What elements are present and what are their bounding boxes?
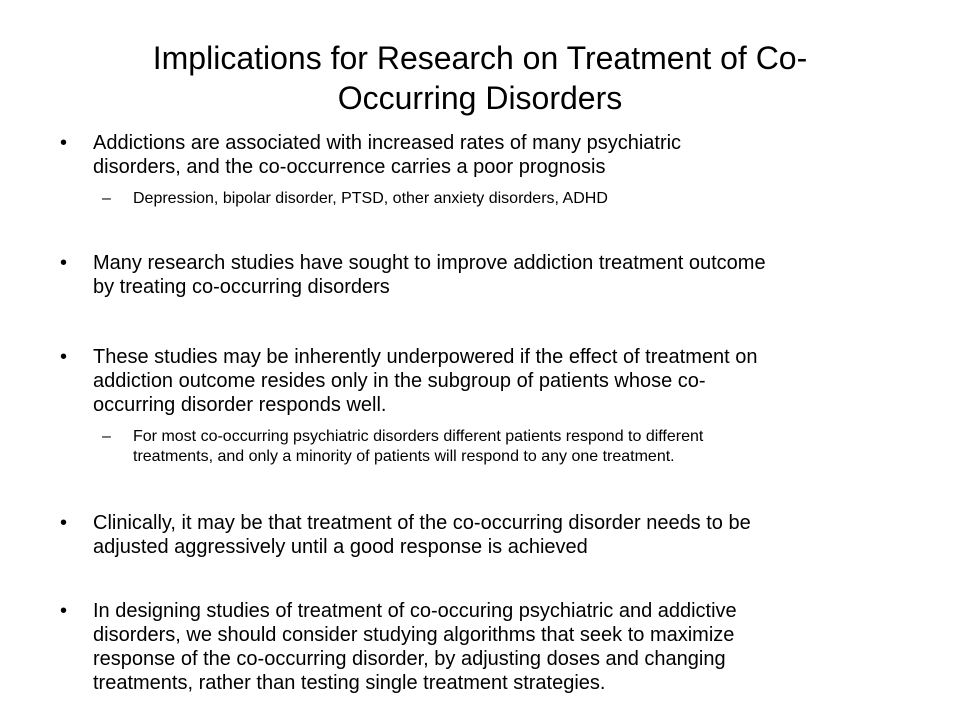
- sub-bullet-disorder-list: [133, 189, 923, 209]
- bullet-line: adjusted aggressively until a good response is achieved: [93, 536, 588, 558]
- bullet-research-studies: [93, 251, 923, 299]
- title-line: Occurring Disorders: [337, 80, 623, 116]
- bullet-line: addiction outcome resides only in the subgroup of patients whose co-: [93, 370, 706, 392]
- bullet-line: response of the co-occurring disorder, by adjusting doses and changing: [93, 648, 726, 670]
- sub-bullet-patient-response: [133, 427, 923, 467]
- bullet-line: occurring disorder responds well.: [93, 394, 387, 416]
- bullet-underpowered-studies: [93, 345, 923, 417]
- title-line: Implications for Research on Treatment of Co-: [152, 40, 808, 76]
- bullet-line: disorders, and the co-occurrence carries a poor prognosis: [93, 156, 606, 178]
- bullet-line: disorders, we should consider studying algorithms that seek to maximize: [93, 624, 735, 646]
- bullet-comorbidity-rates: [93, 131, 923, 179]
- bullet-clinical-adjustment: [93, 511, 923, 559]
- bullet-line: treatments, rather than testing single treatment strategies.: [93, 672, 606, 694]
- bullet-line: by treating co-occurring disorders: [93, 276, 390, 298]
- sub-bullet-line: treatments, and only a minority of patients will respond to any one treatment.: [133, 448, 675, 465]
- bullet-line: • In designing studies of treatment of co-occuring psychiatric and addictive: [93, 600, 737, 622]
- bullet-line: • Addictions are associated with increased rates of many psychiatric: [93, 132, 682, 154]
- bullet-line: • Many research studies have sought to improve addiction treatment outcome: [93, 252, 766, 274]
- bullet-line: • These studies may be inherently underpowered if the effect of treatment on: [93, 346, 758, 368]
- slide-title: [60, 38, 900, 118]
- bullet-line: • Clinically, it may be that treatment of the co-occurring disorder needs to be: [93, 512, 751, 534]
- sub-bullet-line: – For most co-occurring psychiatric disorders different patients respond to different: [133, 428, 704, 445]
- sub-bullet-line: – Depression, bipolar disorder, PTSD, other anxiety disorders, ADHD: [133, 190, 608, 207]
- bullet-study-design-algorithms: [93, 599, 923, 695]
